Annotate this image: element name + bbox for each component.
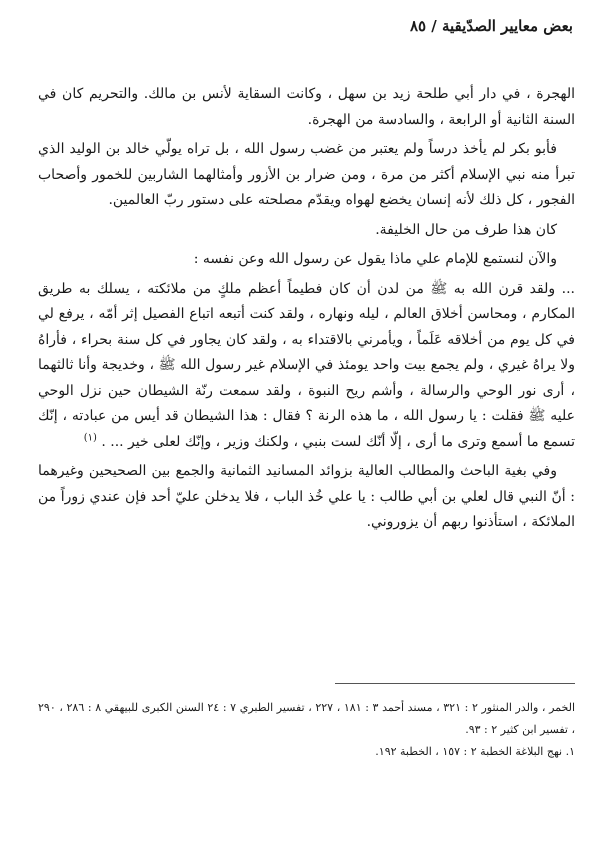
- paragraph-2: فأبو بكر لم يأخذ درساً ولم يعتبر من غضب رسول الله ، بل تراه يولّي خالد بن الوليد الذي تبرأ منه نبي الإسلام أكثر من مرة ، ومن ضرار بن الأزور وأمثالهما الشاربين للخمور وأصحاب الفجور ، كل ذلك لأنه إنسان يخضع لهواه ويقدّم مصلحته على دستور ربّ العالمين.: [38, 141, 575, 208]
- paragraph-3: كان هذا طرف من حال الخليفة.: [375, 221, 557, 238]
- paragraph-4: والآن لنستمع للإمام علي ماذا يقول عن رسول الله وعن نفسه :: [193, 251, 557, 267]
- footnote-marker: (١): [83, 431, 97, 443]
- paragraph-1: الهجرة ، في دار أبي طلحة زيد بن سهل ، وكانت السقاية لأنس بن مالك. والتحريم كان في السنة الثانية أو الرابعة ، والسادسة من الهجرة.: [38, 86, 575, 128]
- main-text: [38, 82, 575, 540]
- footnote-continued: الخمر ، والدر المنثور ٢ : ٣٢١ ، مسند أحمد ٣ : ١٨١ ، ٢٢٧ ، تفسير الطبري ٧ : ٢٤ السنن الكبرى للبيهقي ٨ : ٢٨٦ ، ٢٩٠ ، تفسير ابن كثير ٢ : ٩٣.: [38, 701, 576, 736]
- paragraph-6: وفي بغية الباحث والمطالب العالية بزوائد المسانيد الثمانية والجمع بين الصحيحين وغيرهما : أنّ النبي قال لعلي بن أبي طالب : يا علي خُذ الباب ، فلا يدخلن عليّ أحد فإن عندي زوراً من الملائكة ، استأذنوا ربهم أن يزوروني.: [38, 463, 575, 530]
- footnote-divider: [335, 683, 575, 684]
- paragraph-5-quote: [38, 277, 575, 456]
- running-title: بعض معايير الصدّيقية / ٨٥: [409, 17, 573, 35]
- footnotes: [38, 697, 575, 763]
- page-header: [40, 12, 573, 40]
- quote-text: ... ولقد قرن الله به ﷺ من لدن أن كان فطيماً أعظم ملكٍ من ملائكته ، يسلك به طريق المكارم ، ومحاسن أخلاق العالم ، ليله ونهاره ، ولقد كنت أتبعه اتباع الفصيل إثر أمّه ، يرفع لي في كل يوم من أخلاقه عَلَماً ، ويأمرني بالاقتداء به ، ولقد كان يجاور في كل سنة بحراء ، فأراهُ ولا يراهُ غيري ، ولم يجمع بيت واحد يومئذ في الإسلام غير رسول الله ﷺ ، وخديجة وأنا ثالثهما ، أرى نور الوحي والرسالة ، وأشم ريح النبوة ، ولقد سمعت رنّة الشيطان حين نزل الوحي عليه ﷺ فقلت : يا رسول الله ، ما هذه الرنة ؟ فقال : هذا الشيطان قد أيس من عبادته ، إنّك تسمع ما أسمع وترى ما أرى ، إلّا أنّك لست بنبي ، ولكنك وزير ، وإنّك لعلى خير ... .: [38, 280, 575, 450]
- footnote-1: ١. نهج البلاغة الخطبة ٢ : ١٥٧ ، الخطبة ١٩٢.: [375, 745, 575, 758]
